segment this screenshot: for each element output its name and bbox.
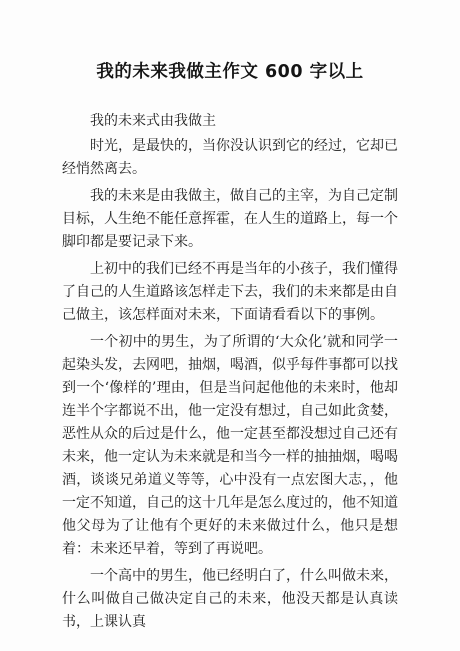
paragraph: 上初中的我们已经不再是当年的小孩子，我们懂得了自己的人生道路该怎样走下去，我们的未来都是由自己做主，该怎样面对未来，下面请看看以下的事例。 <box>62 261 398 323</box>
document-title: 我的未来我做主作文 600 字以上 <box>96 62 364 82</box>
document-body <box>62 110 398 638</box>
paragraph-subtitle: 我的未来式由我做主 <box>90 113 216 129</box>
paragraph: 我的未来是由我做主，做自己的主宰，为自己定制目标，人生绝不能任意挥霍，在人生的道路上，每一个脚印都是要记录下来。 <box>62 188 398 250</box>
paragraph: 一个高中的男生，他已经明白了，什么叫做未来，什么叫做自己做决定自己的未来，他没天都是认真读书，上课认真 <box>62 568 398 630</box>
paragraph: 时光，是最快的，当你没认识到它的经过，它却已经悄然离去。 <box>62 138 398 177</box>
paragraph: 一个初中的男生，为了所谓的‘大众化’就和同学一起染头发，去网吧，抽烟，喝酒，似乎每件事都可以找到一个‘像样的’理由，但是当问起他他的未来时，他却连半个字都说不出，他一定没有想过，自己如此贪婪，恶性从众的后过是什么，他一定甚至都没想过自己还有未来，他一定认为未来就是和当今一样的抽抽烟，喝喝酒，谈谈兄弟道义等等，心中没有一点宏图大志，，他一定不知道，自己的这十几年是怎么度过的，他不知道他父母为了让他有个更好的未来做过什么，他只是想着：未来还早着，等到了再说吧。 <box>62 334 398 557</box>
